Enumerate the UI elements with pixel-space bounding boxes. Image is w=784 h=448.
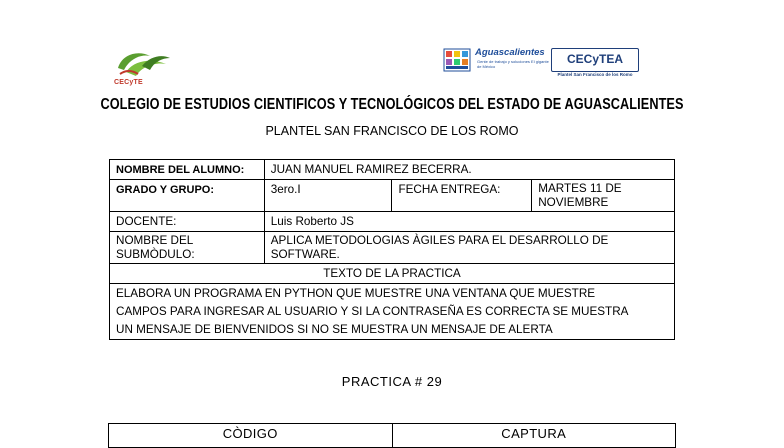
delivery-date-line-1: MARTES 11 DE	[538, 182, 622, 195]
aguascalientes-tagline: Gente de trabajo y soluciones El gigante de México	[477, 59, 549, 69]
delivery-date-value	[532, 180, 675, 212]
page-title: COLEGIO DE ESTUDIOS CIENTIFICOS Y TECNOLÓGICOS DEL ESTADO DE AGUASCALIENTES	[100, 96, 684, 113]
code-column-header: CÒDIGO	[109, 424, 393, 448]
practice-text-line-1: ELABORA UN PROGRAMA EN PYTHON QUE MUESTRE UNA VENTANA QUE MUESTRE	[116, 287, 596, 300]
practice-text-header: TEXTO DE LA PRACTICA	[110, 264, 675, 284]
submodule-label-line-1: NOMBRE DEL	[116, 234, 194, 247]
table-row	[110, 284, 675, 340]
table-row	[110, 232, 675, 264]
delivery-date-label: FECHA ENTREGA:	[392, 180, 532, 212]
aguascalientes-emblem-icon	[443, 48, 471, 72]
teacher-label: DOCENTE:	[110, 212, 265, 232]
table-row	[110, 160, 675, 180]
submodule-value	[264, 232, 674, 264]
code-capture-table	[108, 423, 676, 448]
submodule-value-line-1: APLICA METODOLOGIAS ÀGILES PARA EL DESARROLLO DE	[270, 234, 609, 247]
practice-text-line-2: CAMPOS PARA INGRESAR AL USUARIO Y SI LA CONTRASEÑA ES CORRECTA SE MUESTRA	[116, 305, 629, 318]
practice-number: PRACTICA # 29	[341, 374, 443, 389]
table-row	[110, 180, 675, 212]
cecytea-logo	[551, 48, 639, 72]
grade-group-label: GRADO Y GRUPO:	[110, 180, 265, 212]
cecytea-campus: Plantel San Francisco de los Romo	[557, 72, 633, 77]
table-row	[110, 264, 675, 284]
practice-text-line-3: UN MENSAJE DE BIENVENIDOS SI NO SE MUESTRA UN MENSAJE DE ALERTA	[116, 323, 553, 336]
teacher-value: Luis Roberto JS	[264, 212, 674, 232]
student-name-label: NOMBRE DEL ALUMNO:	[110, 160, 265, 180]
aguascalientes-cecytea-logos	[441, 46, 643, 80]
aguascalientes-wordmark: Aguascalientes	[475, 47, 545, 58]
submodule-label-line-2: SUBMÒDULO:	[116, 248, 195, 261]
submodule-value-line-2: SOFTWARE.	[270, 248, 340, 261]
cecytea-wordmark: CECyTEA	[566, 52, 623, 66]
delivery-date-line-2: NOVIEMBRE	[538, 196, 609, 209]
student-info-table	[109, 159, 675, 340]
cecyte-logo	[112, 48, 172, 90]
practice-text-body	[110, 284, 675, 340]
table-row	[110, 212, 675, 232]
student-name-value: JUAN MANUEL RAMIREZ BECERRA.	[264, 160, 674, 180]
capture-column-header: CAPTURA	[392, 424, 676, 448]
cecyte-logo-caption: CECyTE	[114, 79, 143, 86]
submodule-label	[110, 232, 265, 264]
page-subtitle: PLANTEL SAN FRANCISCO DE LOS ROMO	[265, 124, 519, 138]
grade-group-value: 3ero.I	[264, 180, 392, 212]
table-row	[109, 424, 676, 448]
